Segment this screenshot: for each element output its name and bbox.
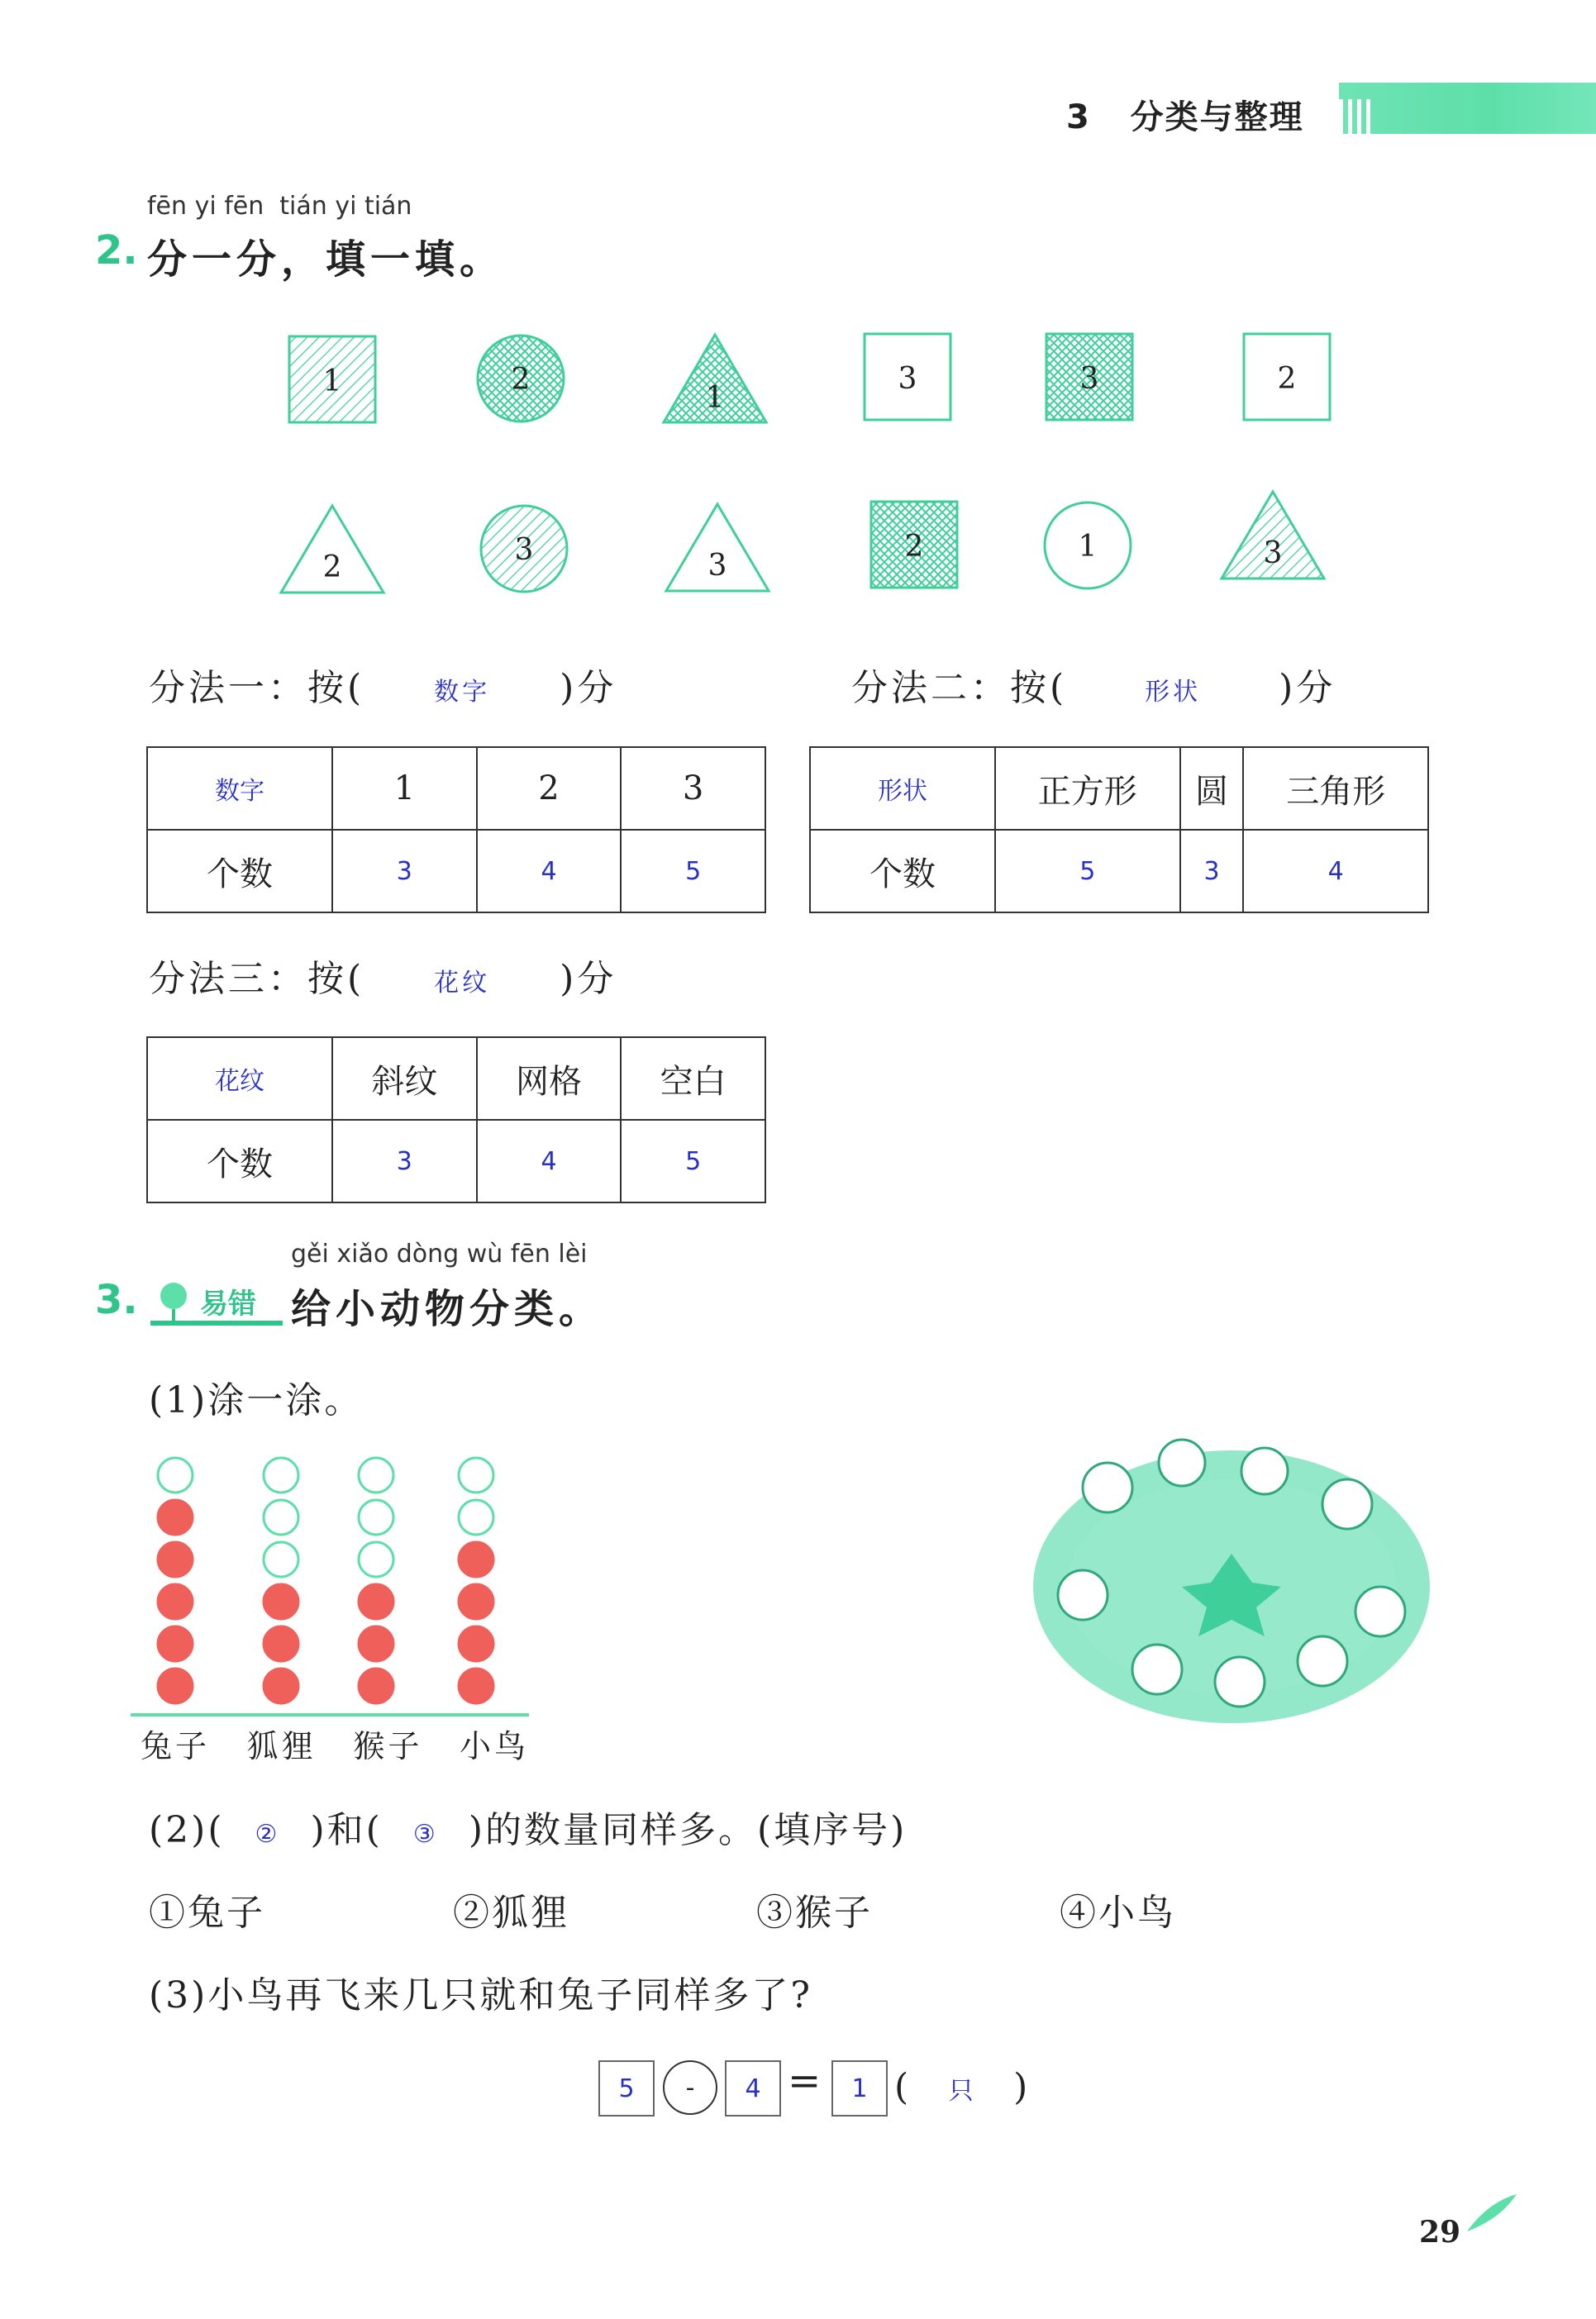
shape-triangle-blank <box>666 504 769 591</box>
dot-chart <box>124 1455 537 1719</box>
method3-line <box>149 949 617 1002</box>
shape-triangle-blank <box>281 506 384 593</box>
option-1: ①兔子 <box>149 1892 265 1934</box>
method2-prefix: 分法二：按( <box>851 667 1068 709</box>
header-stripes <box>1339 99 1372 134</box>
filled-dot <box>264 1669 298 1703</box>
shape-square-diagonal <box>289 336 375 422</box>
table-cell: 5 <box>621 830 765 912</box>
shape-label: 3 <box>707 549 727 583</box>
equation-box-b: 4 <box>725 2060 781 2117</box>
table-cell: 3 <box>332 830 477 912</box>
method2-answer: 形状 <box>1145 678 1202 707</box>
shape-label: 3 <box>1263 536 1283 570</box>
empty-dot <box>264 1458 298 1493</box>
header-band <box>1339 83 1596 134</box>
unit-answer: 只 <box>948 2077 976 2106</box>
table-cell: 3 <box>1180 830 1244 912</box>
shape-label: 2 <box>1277 362 1297 396</box>
animals-illustration <box>992 1397 1471 1744</box>
chart-label: 猴子 <box>353 1728 423 1764</box>
table-cell: 个数 <box>147 830 332 912</box>
method3-table <box>146 1036 766 1203</box>
part2-mid: )和( <box>310 1809 383 1851</box>
option-4: ④小鸟 <box>1060 1892 1176 1934</box>
equation-operator: - <box>663 2060 717 2115</box>
filled-dot <box>158 1669 193 1703</box>
method2-line <box>851 658 1336 711</box>
table-cell: 3 <box>621 747 765 830</box>
method1-prefix: 分法一：按( <box>149 667 365 709</box>
option-2: ②狐狸 <box>453 1892 569 1934</box>
table-cell: 圆 <box>1180 747 1244 830</box>
equation-box-result: 1 <box>831 2060 888 2117</box>
table-cell: 网格 <box>477 1037 622 1120</box>
empty-dot <box>264 1500 298 1535</box>
shape-label: 2 <box>322 550 342 584</box>
shape-square-blank <box>1244 334 1330 420</box>
q3-part2 <box>149 1800 907 1853</box>
equation-box-a: 5 <box>598 2060 655 2117</box>
method1-table <box>146 746 766 913</box>
empty-dot <box>264 1542 298 1577</box>
filled-dot <box>459 1626 493 1661</box>
shape-label: 3 <box>898 362 917 396</box>
filled-dot <box>359 1584 393 1619</box>
part2-prefix: (2)( <box>149 1809 225 1851</box>
table-cell: 3 <box>332 1120 477 1202</box>
table-cell: 1 <box>332 747 477 830</box>
q3-part1: (1)涂一涂。 <box>149 1379 364 1421</box>
chart-label: 狐狸 <box>246 1728 317 1764</box>
q3-pinyin: gěi xiǎo dòng wù fēn lèi <box>291 1240 588 1269</box>
chart-label: 小鸟 <box>459 1728 529 1764</box>
filled-dot <box>359 1626 393 1661</box>
filled-dot <box>459 1584 493 1619</box>
empty-dot <box>459 1500 493 1535</box>
empty-dot <box>158 1458 193 1493</box>
part2-answer2: ③ <box>412 1820 438 1849</box>
table-cell: 4 <box>1243 830 1428 912</box>
method3-answer: 花纹 <box>434 969 491 998</box>
unit-suffix: ) <box>1013 2066 1031 2108</box>
filled-dot <box>264 1626 298 1661</box>
table-cell: 三角形 <box>1243 747 1428 830</box>
method2-suffix: )分 <box>1279 667 1336 709</box>
method1-suffix: )分 <box>560 667 617 709</box>
q2-title: 分一分，填一填。 <box>147 236 505 283</box>
method2-table <box>809 746 1429 913</box>
shapes-figure <box>248 314 1389 612</box>
shape-circle-diagonal <box>481 506 567 592</box>
shape-label: 1 <box>322 364 342 398</box>
filled-dot <box>158 1584 193 1619</box>
unit-prefix: ( <box>894 2066 912 2108</box>
table-cell: 5 <box>621 1120 765 1202</box>
table-cell: 4 <box>477 1120 622 1202</box>
empty-dot <box>359 1542 393 1577</box>
filled-dot <box>158 1542 193 1577</box>
empty-dot <box>359 1458 393 1493</box>
filled-dot <box>158 1500 193 1535</box>
shape-triangle-mesh <box>664 335 766 422</box>
filled-dot <box>359 1669 393 1703</box>
shape-square-mesh <box>1046 334 1132 420</box>
shape-circle-mesh <box>478 336 564 421</box>
badge-label: 易错 <box>200 1288 256 1321</box>
shape-label: 3 <box>1079 362 1099 396</box>
filled-dot <box>459 1669 493 1703</box>
table-cell: 花纹 <box>147 1037 332 1120</box>
part2-suffix: )的数量同样多。(填序号) <box>468 1809 908 1851</box>
page-number: 29 <box>1419 2215 1461 2250</box>
chapter-title: 3 分类与整理 <box>1066 98 1304 136</box>
q3-badge <box>150 1279 283 1326</box>
shape-triangle-diagonal <box>1222 492 1324 579</box>
method3-suffix: )分 <box>560 958 617 1000</box>
table-cell: 5 <box>995 830 1180 912</box>
chart-label: 兔子 <box>141 1728 211 1764</box>
table-cell: 斜纹 <box>332 1037 477 1120</box>
option-3: ③猴子 <box>756 1892 873 1934</box>
shape-square-blank <box>865 334 950 420</box>
filled-dot <box>459 1542 493 1577</box>
shape-label: 1 <box>705 381 725 415</box>
table-cell: 形状 <box>810 747 995 830</box>
leaf-icon <box>1463 2190 1521 2240</box>
q3-number: 3. <box>95 1277 138 1323</box>
q2-pinyin: fēn yi fēn tián yi tián <box>147 192 412 221</box>
table-cell: 个数 <box>810 830 995 912</box>
filled-dot <box>158 1626 193 1661</box>
method1-line <box>149 658 617 711</box>
empty-dot <box>459 1458 493 1493</box>
table-cell: 正方形 <box>995 747 1180 830</box>
chart-labels <box>141 1721 529 1766</box>
equation-equals: = <box>788 2058 822 2104</box>
empty-dot <box>359 1500 393 1535</box>
shape-square-mesh <box>871 502 957 588</box>
table-cell: 数字 <box>147 747 332 830</box>
part2-answer1: ② <box>255 1820 280 1849</box>
table-cell: 4 <box>477 830 622 912</box>
method3-prefix: 分法三：按( <box>149 958 365 1000</box>
shape-label: 1 <box>1078 530 1098 564</box>
q2-number: 2. <box>95 227 138 274</box>
shape-label: 2 <box>904 530 924 564</box>
q3-title: 给小动物分类。 <box>291 1286 604 1332</box>
q3-part3: (3)小鸟再飞来几只就和兔子同样多了? <box>149 1974 812 2017</box>
method1-answer: 数字 <box>434 678 491 707</box>
equation-unit <box>894 2066 1030 2108</box>
table-cell: 2 <box>477 747 622 830</box>
table-cell: 个数 <box>147 1120 332 1202</box>
shape-label: 3 <box>514 533 534 567</box>
shape-circle-blank <box>1045 502 1131 588</box>
shape-label: 2 <box>511 363 531 397</box>
table-cell: 空白 <box>621 1037 765 1120</box>
filled-dot <box>264 1584 298 1619</box>
